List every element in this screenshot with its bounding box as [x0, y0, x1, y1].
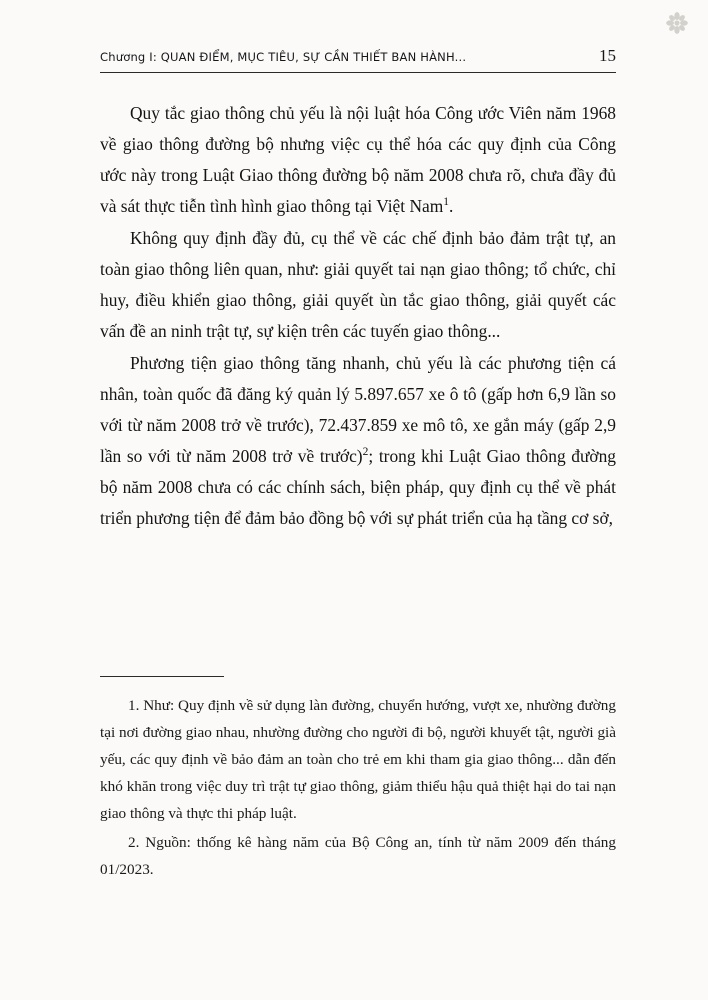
paragraph-3-text-a: Phương tiện giao thông tăng nhanh, chủ yếu là các phương tiện cá nhân, toàn quốc đã đăng ký quản lý 5.897.657 xe ô tô (gấp hơn 6,9 lần so với từ năm 2008 trở về trước), 72.437.859 xe mô tô, xe gắn máy (gấp 2,9 lần so với từ năm 2008 trở về trước) [100, 353, 616, 466]
footnote-separator [100, 676, 224, 677]
footnote-1: 1. Như: Quy định về sử dụng làn đường, chuyển hướng, vượt xe, nhường đường tại nơi đường giao nhau, nhường đường cho người đi bộ, người khuyết tật, người già yếu, các quy định về bảo đảm an toàn cho trẻ em khi tham gia giao thông... dẫn đến khó khăn trong việc duy trì trật tự giao thông, giảm thiểu hậu quả thiệt hại do tai nạn giao thông và thực thi pháp luật. [100, 697, 616, 822]
paragraph-2: Không quy định đầy đủ, cụ thể về các chế định bảo đảm trật tự, an toàn giao thông liên quan, như: giải quyết tai nạn giao thông; tổ chức, chỉ huy, điều khiển giao thông, giải quyết ùn tắc giao thông, giải quyết các vấn đề an ninh trật tự, sự kiện trên các tuyến giao thông... [100, 228, 616, 341]
paragraph-3-text-b: ; trong khi Luật Giao thông đường bộ năm 2008 chưa có các chính sách, biện pháp, quy định cụ thể về phát triển phương tiện để đảm bảo đồng bộ với sự phát triển của hạ tầng cơ sở, [100, 446, 617, 528]
paragraph-1: Quy tắc giao thông chủ yếu là nội luật hóa Công ước Viên năm 1968 về giao thông đường bộ nhưng việc cụ thể hóa các quy định của Công ước này trong Luật Giao thông đường bộ năm 2008 chưa rõ, chưa đầy đủ và sát thực tiễn tình hình giao thông tại Việt Nam$^1$. [100, 103, 616, 216]
footnote-block [100, 692, 616, 885]
footnote-ref-2: 2 [362, 446, 369, 459]
paragraph-1-text: Quy tắc giao thông chủ yếu là nội luật hóa Công ước Viên năm 1968 về giao thông đường bộ nhưng việc cụ thể hóa các quy định của Công ước này trong Luật Giao thông đường bộ năm 2008 chưa rõ, chưa đầy đủ và sát thực tiễn tình hình giao thông tại Việt Nam [100, 103, 616, 216]
footnote-2: 2. Nguồn: thống kê hàng năm của Bộ Công an, tính từ năm 2009 đến tháng 01/2023. [100, 834, 616, 878]
running-title: Chương I: QUAN ĐIỂM, MỤC TIÊU, SỰ CẦN THIẾT BAN HÀNH... [100, 50, 467, 64]
paragraph-3 [100, 348, 616, 534]
footnote-ref-1: 1 [443, 196, 449, 209]
flower-ornament [664, 10, 690, 36]
page-header [100, 46, 616, 73]
body-text [100, 98, 616, 535]
page-number: 15 [599, 46, 616, 65]
